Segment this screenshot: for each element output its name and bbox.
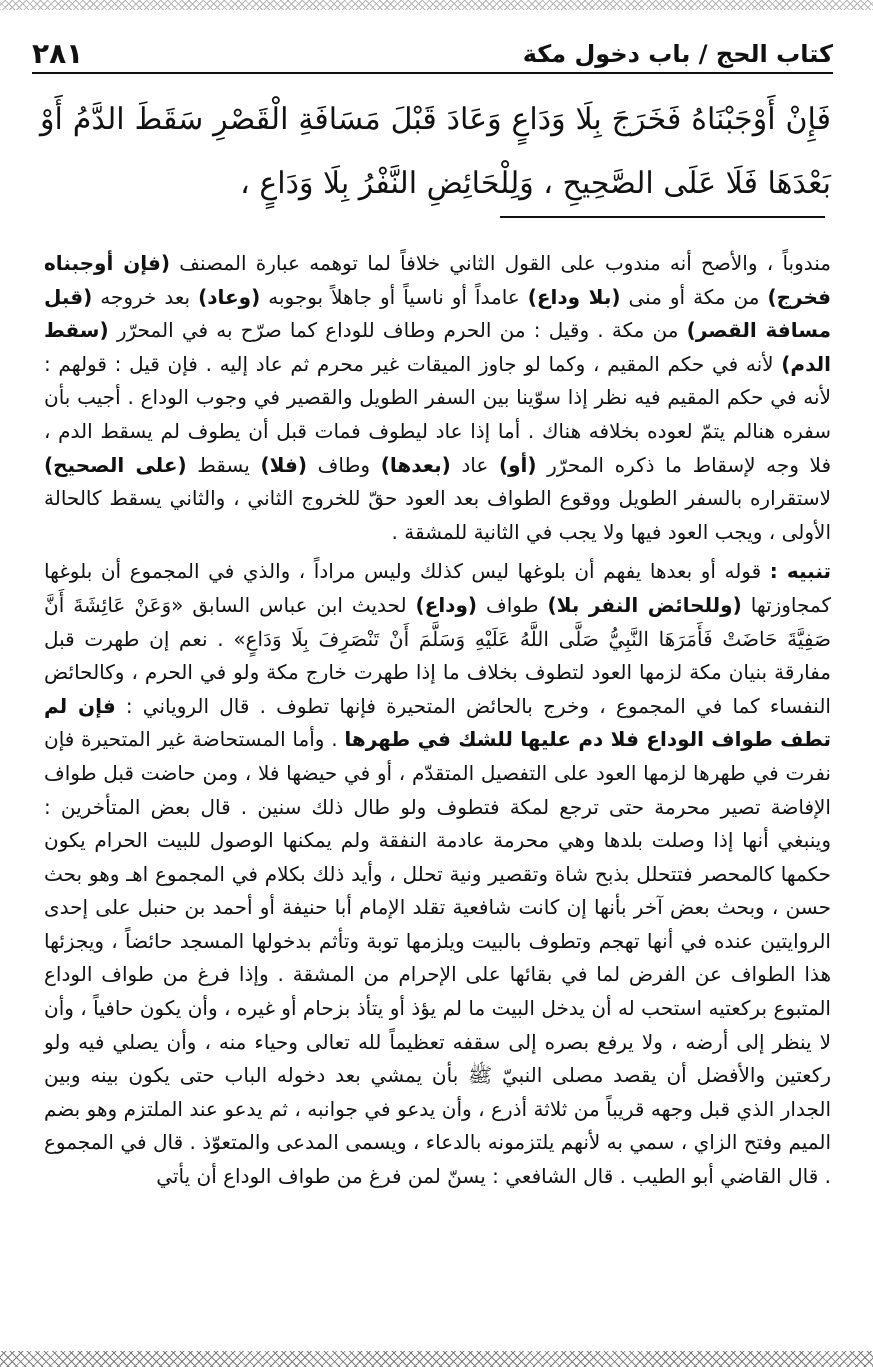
commentary-text: من مكة . وقيل : من الحرم وطاف للوداع كما صرّح به في المحرّر: [108, 318, 687, 343]
page-header: [32, 32, 833, 74]
chapter-title: كتاب الحج / باب دخول مكة: [522, 40, 833, 68]
top-ornament-border: [0, 0, 873, 10]
commentary-text: » . نعم إن طهرت قبل مفارقة بنيان مكة لزمها العود لتطوف بخلاف ما إذا طهرت خارج مكة ولو في الحرم ، وكالحائض النفساء كما في المجموع ، وخرج بالحائض المتحيرة فإنها تطوف . قال الروياني :: [44, 626, 831, 718]
separator-rule: [500, 216, 825, 218]
page-number: ٢٨١: [32, 37, 84, 70]
note-label: تنبيه :: [769, 559, 831, 584]
commentary-paragraph-2: [44, 555, 831, 1193]
quoted-matn: (وداع): [415, 592, 478, 617]
quoted-matn: (فإن أوجبناه فخرج): [44, 251, 831, 309]
commentary-text: لأنه في حكم المقيم ، وكما لو جاوز الميقات غير محرم ثم عاد إليه . فإن قيل : قولهم : لأنه في حكم المقيم فيه نظر إذا سوّينا بين السفر الطويل والقصير في وجوب الوداع . أجيب بأن سفره هنالم يتمّ لعوده بخلافه هناك . أما إذا عاد ليطوف فمات قبل أن يطوف لم يسقط الدم ، فلا وجه لإسقاط ما ذكره المحرّر: [44, 351, 832, 477]
quoted-matn: (وللحائض النفر بلا): [547, 592, 742, 617]
commentary-text: لحديث ابن عباس السابق «: [171, 592, 416, 617]
commentary-text: عاد: [450, 452, 499, 477]
commentary-text: وطاف: [307, 452, 381, 477]
bottom-ornament-border: [0, 1351, 873, 1367]
commentary-text: لاستقراره بالسفر الطويل ووقوع الطواف بعد العود حقّ للخروج الثاني ، والثاني يسقط كالحالة الأولى ، ويجب العود فيها ولا يجب في الثانية للمشقة .: [44, 486, 831, 544]
commentary-text: يسقط: [186, 452, 261, 477]
commentary: [44, 247, 831, 1194]
commentary-text: طواف: [477, 592, 548, 617]
commentary-text: قوله أو بعدها يفهم أن بلوغها ليس كذلك وليس مراداً ، والذي في المجموع أن بلوغها كمجاوزتها: [44, 559, 832, 617]
commentary-text: عامداً أو ناسياً أو جاهلاً بوجوبه: [260, 284, 528, 309]
commentary-text: . وأما المستحاضة غير المتحيرة فإن نفرت في طهرها لزمها العود على التفصيل المتقدّم ، أو في حيضها فلا ، ومن حاضت قبل طواف الإفاضة تصير محرمة حتى ترجع لمكة فتطوف ولو طال ذلك سنين . قال بعض المتأخرين : وينبغي أنها إذا وصلت بلدها وهي محرمة عادمة النفقة ولم يمكنها الوصول للبيت الحرام يكون حكمها كالمحصر فتتحلل بذبح شاة وتقصير ونية تحلل ، وأيد ذلك بكلام في المجموع اهـ وهو بحث حسن ، وبحث بعض آخر بأنها إن كانت شافعية تقلد الإمام أبا حنيفة أو أحمد بن حنبل على إحدى الروايتين عنده في أنها تهجم وتطوف بالبيت ويلزمها توبة وتأثم بدخولها المسجد حائضاً ، ويجزئها هذا الطواف عن الفرض لما في بقائها على الإحرام من المشقة . وإذا فرغ من طواف الوداع المتبوع بركعتيه استحب له أن يدخل البيت ما لم يؤذ أو يتأذ بزحام أو غيره ، وأن يكون حافياً ، وأن لا ينظر إلى أرضه ، ولا يرفع بصره إلى سقفه تعظيماً لله تعالى وحياء منه ، وأن يصلي فيه ولو ركعتين والأفضل أن يقصد مصلى النبيّ ﷺ بأن يمشي بعد دخوله الباب حتى يكون بينه وبين الجدار الذي قبل وجهه قريباً من ثلاثة أذرع ، وأن يدعو في جوانبه ، ثم يدعو عند الملتزم وهو بضم الميم وفتح الزاي ، سمي به لأنهم يلتزمونه بالدعاء ، ويسمى المدعى والمتعوّذ . قال في المجموع . قال القاضي أبو الطيب . قال الشافعي : يسنّ لمن فرغ من طواف الوداع أن يأتي: [44, 727, 831, 1189]
quoted-opinion: فإن لم تطف طواف الوداع فلا دم عليها للشك في طهرها: [44, 693, 831, 752]
commentary-text: بعد خروجه: [92, 284, 199, 309]
quoted-matn: (سقط الدم): [44, 318, 831, 376]
commentary-paragraph-1: [44, 247, 831, 549]
quoted-matn: (فلا): [260, 452, 308, 477]
quoted-matn: (بلا وداع): [527, 284, 621, 309]
commentary-text: مندوباً ، والأصح أنه مندوب على القول الثاني خلافاً لما توهمه عبارة المصنف: [170, 251, 832, 275]
matn-text: فَإِنْ أَوْجَبْنَاهُ فَخَرَجَ بِلَا وَدَاعٍ وَعَادَ قَبْلَ مَسَافَةِ الْقَصْرِ سَقَطَ الدَّمُ أَوْ بَعْدَهَا فَلَا عَلَى الصَّحِيحِ ، وَلِلْحَائِضِ النَّفْرُ بِلَا وَدَاعٍ ،: [40, 102, 831, 201]
commentary-text: من مكة أو منى: [620, 284, 768, 309]
hadith-quote: وَعَنْ عَائِشَةَ أَنَّ صَفِيَّةَ حَاضَتْ فَأَمَرَهَا النَّبِيُّ صَلَّى اللَّهُ عَلَيْهِ وَسَلَّمَ أَنْ تَنْصَرِفَ بِلَا وَدَاعٍ: [44, 592, 831, 651]
quoted-matn: (على الصحيح): [44, 452, 187, 477]
quoted-matn: (قبل مسافة القصر): [44, 284, 831, 343]
quoted-matn: (وعاد): [198, 284, 261, 309]
quoted-matn: (أو): [498, 452, 537, 477]
quoted-matn: (بعدها): [380, 452, 451, 477]
